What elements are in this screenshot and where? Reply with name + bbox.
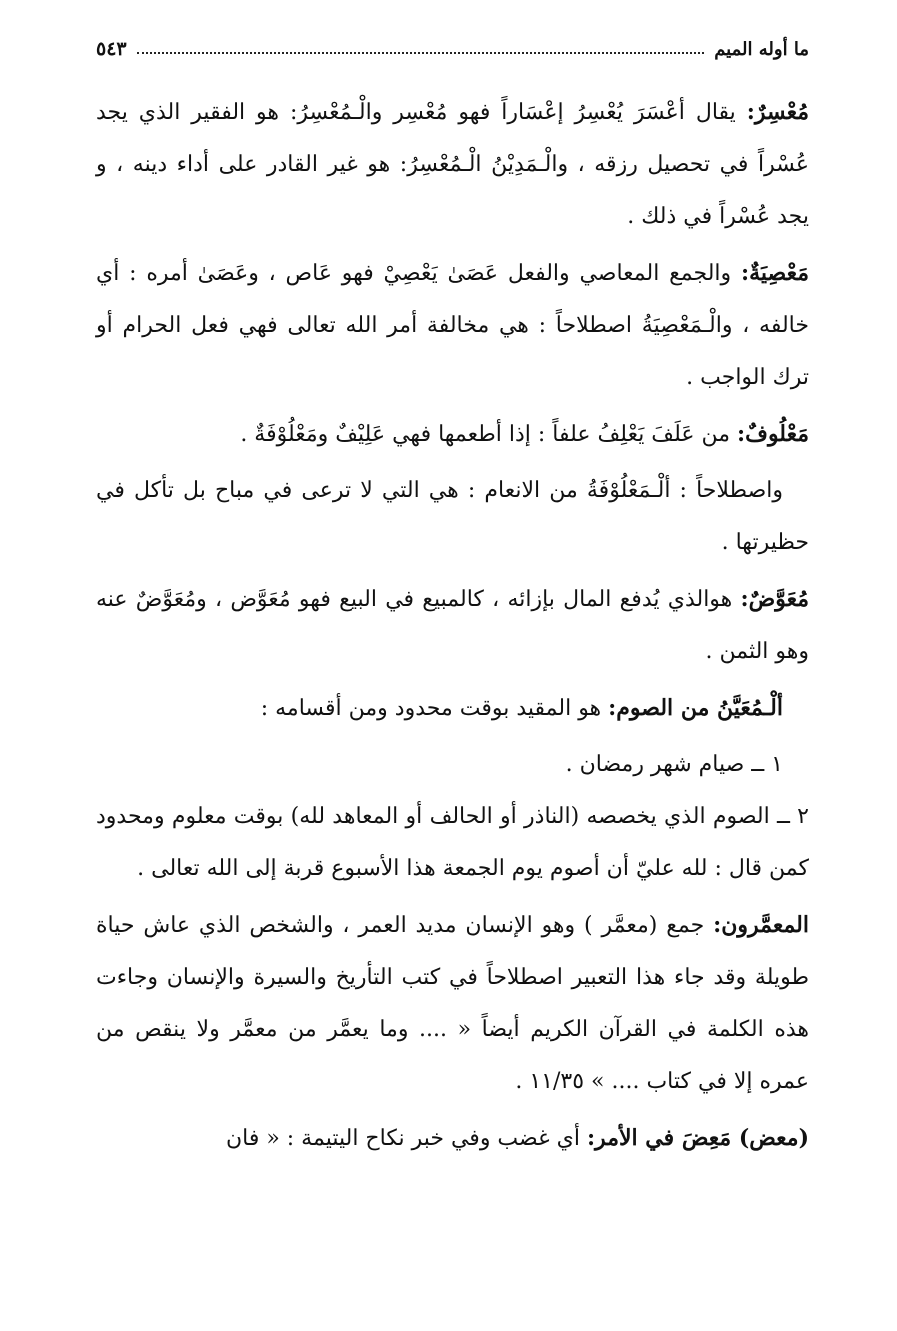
entry-muesir (96, 86, 809, 243)
entry-text: جمع (معمَّر ) وهو الإنسان مديد العمر ، والشخص الذي عاش حياة طويلة وقد جاء هذا التعبير اصطلاحاً في كتب التأريخ والسيرة والإنسان وجاءت هذه الكلمة في القرآن الكريم أيضاً « .... وما يعمَّر من معمَّر ولا ينقص من عمره إلا في كتاب .... » ١١/٣٥ . (96, 913, 809, 1094)
running-title: ما أوله الميم (714, 38, 809, 60)
dotted-leader (137, 52, 705, 54)
entry-text: واصطلاحاً : ألْـمَعْلُوْفَةُ من الانعام : هي التي لا ترعى في مباح بل تأكل في حظيرتها . (96, 478, 809, 555)
entry-term: مَعْصِيَةٌ: (740, 260, 809, 286)
entry-term: مُعَوَّضٌ: (740, 586, 809, 612)
entry-term: ألْـمُعَيَّنُ من الصوم: (608, 695, 783, 721)
page-number: ٥٤٣ (96, 38, 127, 60)
entry-term: مُعْسِرٌ: (746, 99, 809, 125)
list-item (96, 739, 809, 791)
list-item (96, 791, 809, 895)
entry-term: مَعْلُوفٌ: (737, 421, 809, 447)
entry-text: أي غضب وفي خبر نكاح اليتيمة : « فان (225, 1126, 587, 1151)
entry-istilahan (96, 465, 809, 569)
entry-text: يقال أعْسَرَ يُعْسِرُ إعْسَاراً فهو مُعْسِر والْـمُعْسِرُ: هو الفقير الذي يجد عُسْراً في تحصيل رزقه ، والْـمَدِيْنُ الْـمُعْسِرُ: هو غير القادر على أداء دينه ، و يجد عُسْراً في ذلك . (96, 100, 809, 229)
entry-text: هوالذي يُدفع المال بإزائه ، كالمبيع في البيع فهو مُعَوَّض ، ومُعَوَّضٌ عنه وهو الثمن . (96, 587, 809, 664)
entry-muammarun (96, 899, 809, 1108)
entry-maid (96, 1112, 809, 1165)
entry-text: من عَلَفَ يَعْلِفُ علفاً : إذا أطعمها فهي عَلِيْفٌ ومَعْلُوْفَةٌ . (240, 422, 738, 447)
list-item-text: ٢ ــ الصوم الذي يخصصه (الناذر أو الحالف أو المعاهد لله) بوقت معلوم ومحدود كمن قال : لله عليّ أن أصوم يوم الجمعة هذا الأسبوع قربة إلى الله تعالى . (96, 804, 809, 881)
page-body (96, 86, 809, 1169)
entry-text: والجمع المعاصي والفعل عَصَىٰ يَعْصِيْ فهو عَاص ، وعَصَىٰ أمره : أي خالفه ، والْـمَعْصِيَةُ اصطلاحاً : هي مخالفة أمر الله تعالى فهي فعل الحرام أو ترك الواجب . (96, 261, 809, 390)
entry-muawwad (96, 573, 809, 678)
entry-term: (معض) مَعِضَ في الأمر: (586, 1125, 809, 1151)
entry-text: هو المقيد بوقت محدود ومن أقسامه : (260, 696, 609, 721)
entry-almuayyan (96, 682, 809, 735)
page-header (96, 34, 809, 64)
entry-maaluf (96, 408, 809, 461)
entry-masiya (96, 247, 809, 404)
list-item-text: ١ ــ صيام شهر رمضان . (565, 752, 783, 777)
entry-term: المعمَّرون: (713, 912, 809, 938)
